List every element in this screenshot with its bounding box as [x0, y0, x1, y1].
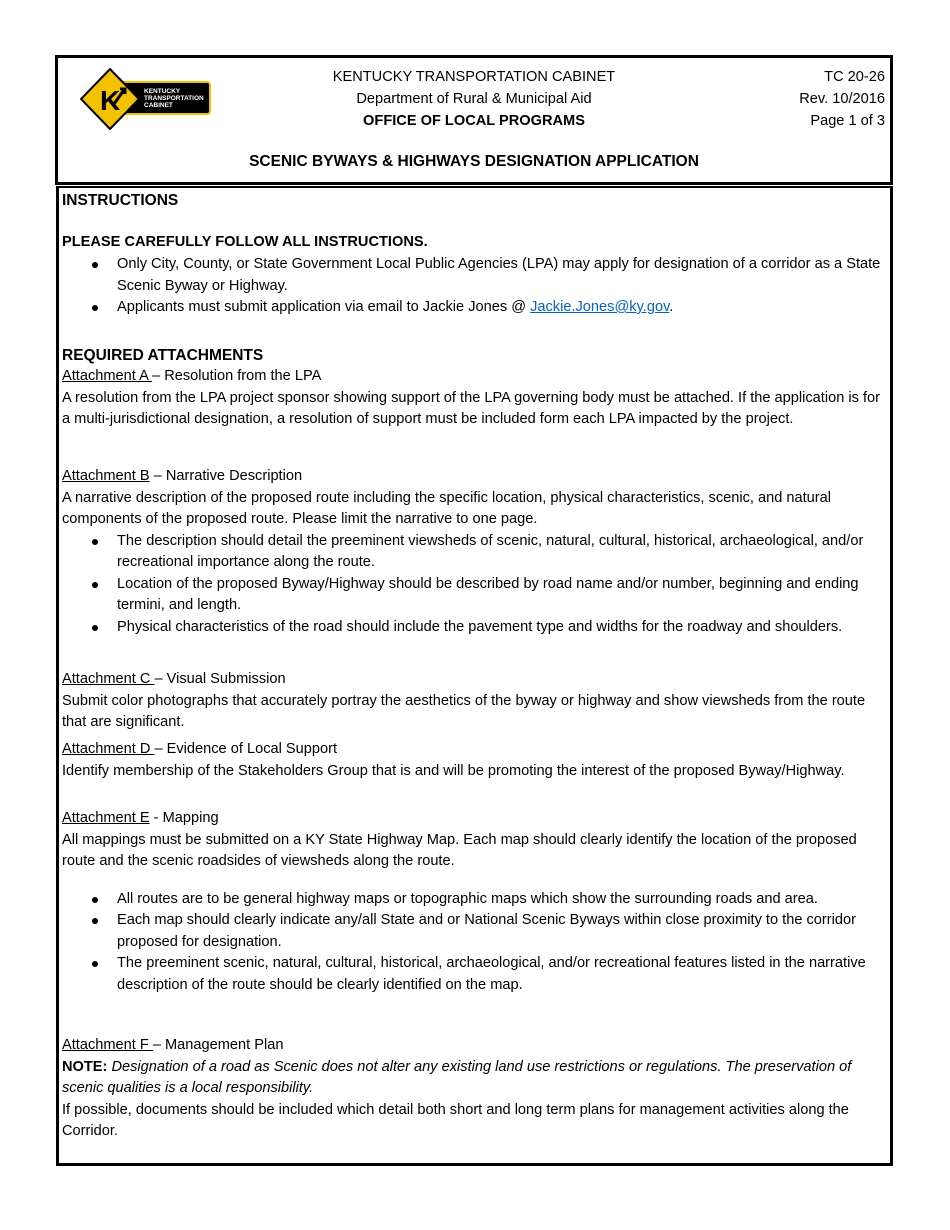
email-link[interactable]: Jackie.Jones@ky.gov: [530, 299, 670, 315]
list-item: All routes are to be general highway maps or topographic maps which show the surrounding roads and area.: [62, 889, 890, 911]
revision: Rev. 10/2016: [799, 91, 885, 107]
page-number: Page 1 of 3: [810, 113, 885, 129]
department-name: Department of Rural & Municipal Aid: [356, 91, 592, 107]
attachment-label: Attachment E: [62, 810, 150, 826]
attachment-label: Attachment D: [62, 741, 155, 757]
note-text: Designation of a road as Scenic does not alter any existing land use restrictions or regulations. The preservation of scenic qualities is a local responsibility.: [62, 1058, 852, 1096]
attachment-text: A narrative description of the proposed route including the specific location, physical characteristics, scenic, and natural components of the proposed route. Please limit the narrative to one page.: [62, 489, 832, 527]
attachment-title: – Visual Submission: [154, 671, 286, 687]
instructions-subheading: PLEASE CAREFULLY FOLLOW ALL INSTRUCTIONS.: [62, 234, 428, 250]
office-name: OFFICE OF LOCAL PROGRAMS: [363, 113, 585, 129]
attachment-title: - Mapping: [149, 810, 219, 826]
list-item: The preeminent scenic, natural, cultural, historical, archaeological, and/or recreational features listed in the narrative description of the route should be clearly identified on the map.: [62, 953, 890, 996]
attachment-text: Submit color photographs that accurately portray the aesthetics of the byway or highway and show viewsheds from the route that are significant.: [62, 692, 866, 730]
attachment-a: [62, 366, 890, 431]
attachment-title: – Narrative Description: [149, 468, 303, 484]
instructions-heading: INSTRUCTIONS: [62, 192, 179, 209]
attachment-label: Attachment A: [62, 368, 153, 384]
svg-text:KENTUCKY: KENTUCKY: [144, 88, 181, 95]
attachment-f: [62, 1035, 890, 1143]
attachment-e: [62, 808, 890, 996]
attachment-text: Identify membership of the Stakeholders Group that is and will be promoting the interest of the proposed Byway/Highway.: [62, 762, 845, 779]
attachments-heading: REQUIRED ATTACHMENTS: [62, 347, 264, 364]
attachment-text: All mappings must be submitted on a KY State Highway Map. Each map should clearly identify the location of the proposed route and the scenic roadsides of viewsheds along the route.: [62, 831, 857, 869]
attachment-title: – Resolution from the LPA: [152, 368, 322, 384]
list-item: The description should detail the preeminent viewsheds of scenic, natural, cultural, historical, archaeological, and/or recreational importance along the route.: [62, 531, 890, 574]
bullet-text: Applicants must submit application via email to Jackie Jones @: [117, 299, 531, 315]
list-item: Physical characteristics of the road should include the pavement type and widths for the roadway and shoulders.: [62, 617, 890, 639]
list-item: Only City, County, or State Government Local Public Agencies (LPA) may apply for designation of a corridor as a State Scenic Byway or Highway.: [62, 254, 890, 297]
attachment-c: [62, 669, 890, 734]
form-header: [55, 55, 893, 185]
org-name: KENTUCKY TRANSPORTATION CABINET: [332, 69, 616, 85]
svg-text:CABINET: CABINET: [144, 102, 173, 109]
attachment-title: – Evidence of Local Support: [154, 741, 338, 757]
attachment-label: Attachment C: [62, 671, 155, 687]
instructions-list: [62, 254, 890, 319]
attachment-label: Attachment F: [62, 1037, 153, 1053]
attachment-title: – Management Plan: [152, 1037, 284, 1053]
form-title: SCENIC BYWAYS & HIGHWAYS DESIGNATION APPLICATION: [249, 153, 699, 170]
note-label: NOTE:: [62, 1058, 108, 1075]
svg-text:K: K: [100, 85, 121, 116]
list-item: Location of the proposed Byway/Highway should be described by road name and/or number, beginning and ending termini, and length.: [62, 574, 890, 617]
attachment-d: [62, 739, 890, 782]
attachment-text: If possible, documents should be included which detail both short and long term plans for management activities along the Corridor.: [62, 1101, 849, 1139]
bullet-suffix: .: [669, 299, 674, 315]
list-item: Each map should clearly indicate any/all State and or National Scenic Byways within close proximity to the corridor proposed for designation.: [62, 910, 890, 953]
attachment-b: [62, 466, 890, 638]
form-number: TC 20-26: [824, 69, 885, 85]
attachment-label: Attachment B: [62, 468, 150, 484]
list-item: [62, 297, 890, 319]
attachment-text: A resolution from the LPA project sponsor showing support of the LPA governing body must be attached. If the application is for a multi-jurisdictional designation, a resolution of support must be included form each LPA impacted by the project.: [62, 389, 881, 427]
svg-text:TRANSPORTATION: TRANSPORTATION: [144, 95, 204, 102]
